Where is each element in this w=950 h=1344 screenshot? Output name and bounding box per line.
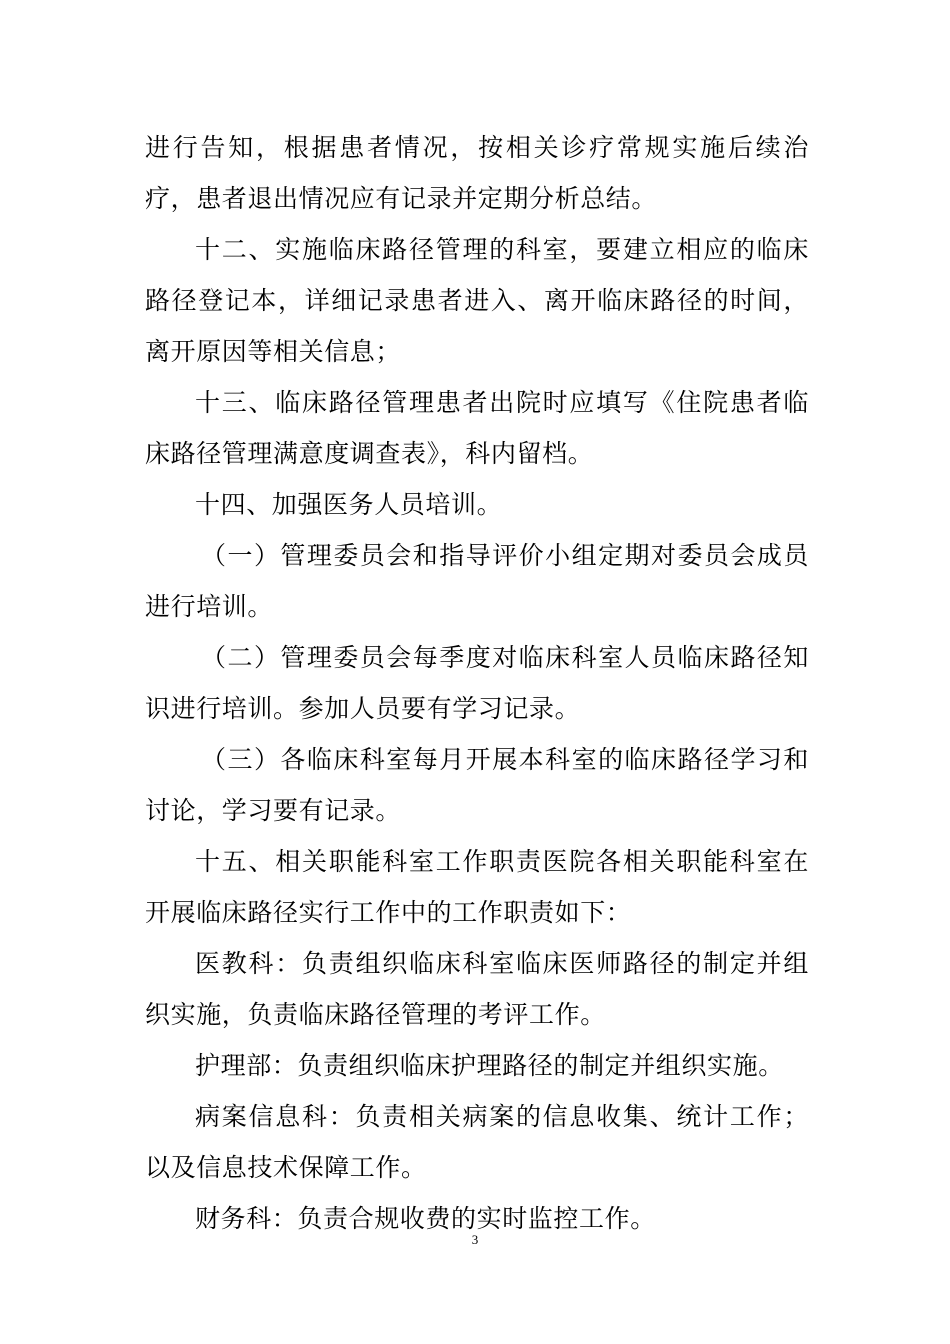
paragraph-continuation: 进行告知，根据患者情况，按相关诊疗常规实施后续治疗，患者退出情况应有记录并定期分析总结。 xyxy=(145,133,809,213)
paragraph-dept-nursing: 护理部：负责组织临床护理路径的制定并组织实施。 xyxy=(195,1051,784,1080)
paragraph-subitem-1: （一）管理委员会和指导评价小组定期对委员会成员进行培训。 xyxy=(145,541,809,621)
paragraph-subitem-3: （三）各临床科室每月开展本科室的临床路径学习和讨论，学习要有记录。 xyxy=(145,745,809,825)
paragraph-dept-medical-records: 病案信息科：负责相关病案的信息收集、统计工作；以及信息技术保障工作。 xyxy=(145,1102,809,1182)
paragraph-item-13: 十三、临床路径管理患者出院时应填写《住院患者临床路径管理满意度调查表》，科内留档。 xyxy=(145,388,809,468)
paragraph-dept-finance: 财务科：负责合规收费的实时监控工作。 xyxy=(195,1204,656,1233)
paragraph-subitem-2: （二）管理委员会每季度对临床科室人员临床路径知识进行培训。参加人员要有学习记录。 xyxy=(145,643,809,723)
paragraph-item-12: 十二、实施临床路径管理的科室，要建立相应的临床路径登记本，详细记录患者进入、离开临床路径的时间，离开原因等相关信息； xyxy=(145,235,809,366)
document-body xyxy=(145,122,809,1244)
paragraph-dept-medical-education: 医教科：负责组织临床科室临床医师路径的制定并组织实施，负责临床路径管理的考评工作。 xyxy=(145,949,809,1029)
page-number: 3 xyxy=(471,1232,479,1247)
paragraph-item-14: 十四、加强医务人员培训。 xyxy=(195,490,503,519)
paragraph-item-15: 十五、相关职能科室工作职责医院各相关职能科室在开展临床路径实行工作中的工作职责如下： xyxy=(145,847,809,927)
